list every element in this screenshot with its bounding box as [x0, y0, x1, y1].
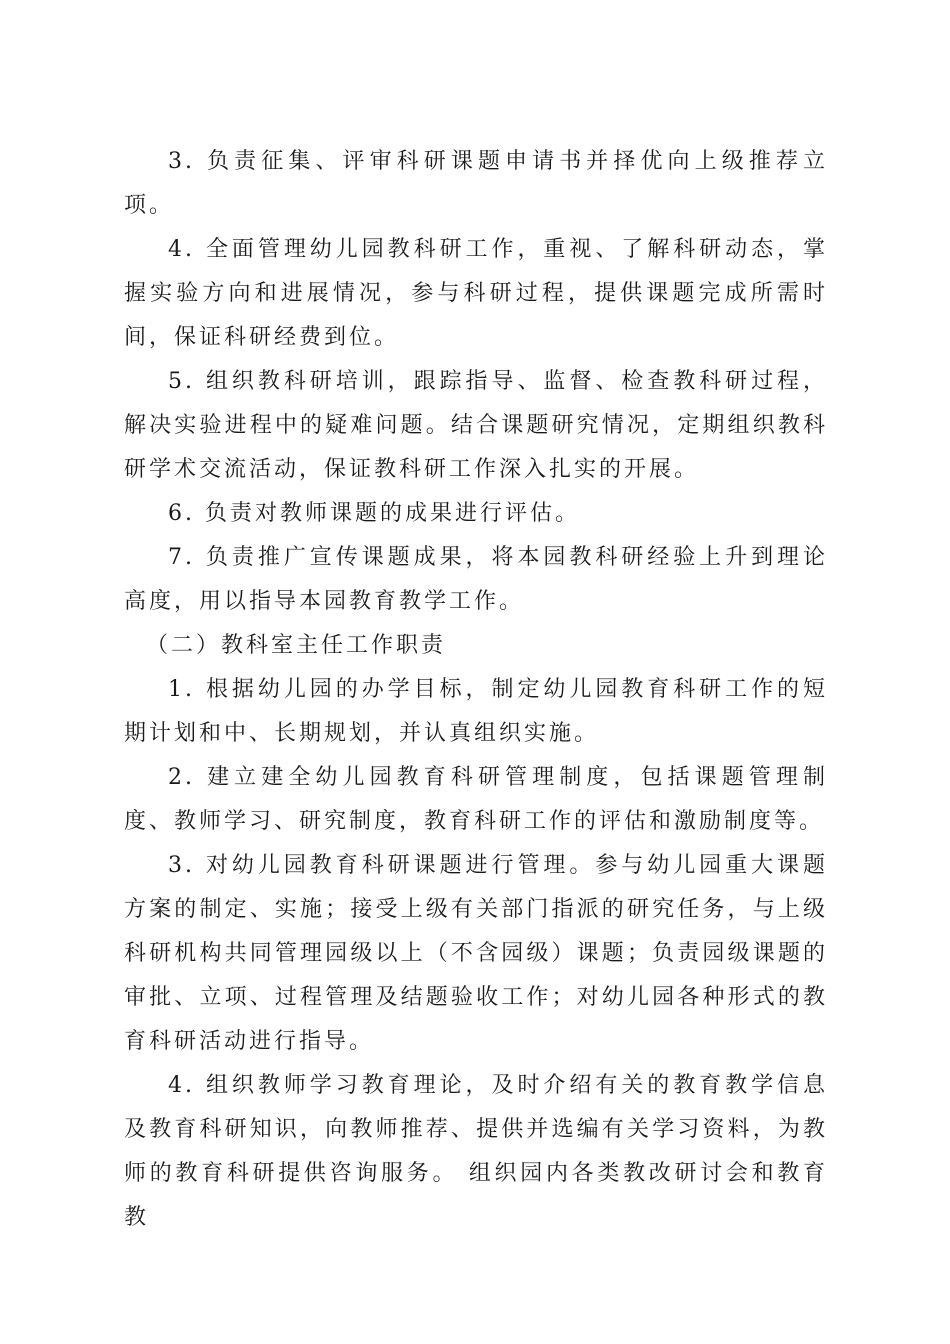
paragraph-item-5: 5. 组织教科研培训，跟踪指导、监督、检查教科研过程，解决实验进程中的疑难问题。结合课题研究情况，定期组织教科研学术交流活动，保证教科研工作深入扎实的开展。 — [124, 369, 828, 482]
section-paragraph-4: 4. 组织教师学习教育理论，及时介绍有关的教育教学信息及教育科研知识，向教师推荐、提供并选编有关学习资料，为教师的教育科研提供咨询服务。 组织园内各类教改研讨会和教育教 — [124, 1073, 828, 1230]
section-paragraph-3: 3. 对幼儿园教育科研课题进行管理。参与幼儿园重大课题方案的制定、实施；接受上级有关部门指派的研究任务，与上级科研机构共同管理园级以上（不含园级）课题；负责园级课题的审批、立项、过程管理及结题验收工作；对幼儿园各种形式的教育科研活动进行指导。 — [124, 853, 828, 1054]
paragraph-item-3: 3. 负责征集、评审科研课题申请书并择优向上级推荐立项。 — [124, 149, 828, 218]
section-paragraph-1: 1. 根据幼儿园的办学目标，制定幼儿园教育科研工作的短期计划和中、长期规划，并认真组织实施。 — [124, 677, 828, 746]
paragraph-item-6: 6. 负责对教师课题的成果进行评估。 — [168, 501, 580, 526]
document-page — [124, 140, 828, 1240]
section-heading: （二）教科室主任工作职责 — [146, 633, 447, 658]
paragraph-item-7: 7. 负责推广宣传课题成果，将本园教科研经验上升到理论高度，用以指导本园教育教学工作。 — [124, 545, 828, 614]
section-paragraph-2: 2. 建立建全幼儿园教育科研管理制度，包括课题管理制度、教师学习、研究制度，教育科研工作的评估和激励制度等。 — [124, 765, 828, 834]
paragraph-item-4: 4. 全面管理幼儿园教科研工作，重视、了解科研动态，掌握实验方向和进展情况，参与科研过程，提供课题完成所需时间，保证科研经费到位。 — [124, 237, 828, 350]
